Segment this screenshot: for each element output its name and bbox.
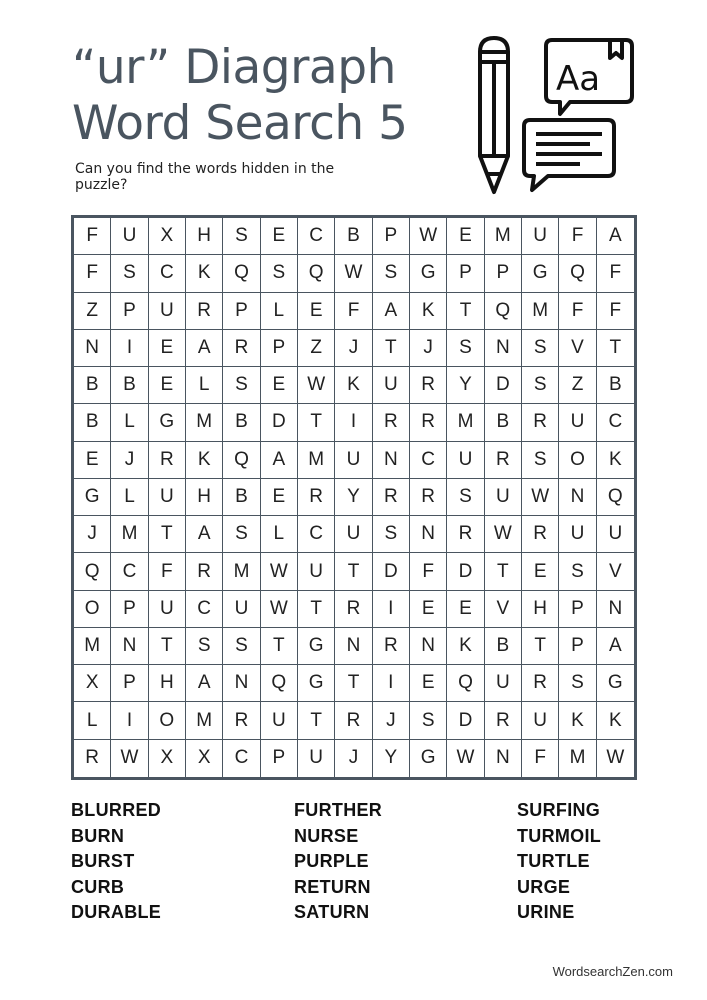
grid-cell[interactable]: G <box>410 740 447 777</box>
grid-cell[interactable]: M <box>186 702 223 739</box>
grid-cell[interactable]: J <box>335 740 372 777</box>
grid-cell[interactable]: R <box>149 442 186 479</box>
grid-cell[interactable]: L <box>186 367 223 404</box>
grid-cell[interactable]: T <box>373 330 410 367</box>
page-title <box>72 40 408 152</box>
grid-cell[interactable]: A <box>373 293 410 330</box>
grid-cell[interactable]: M <box>559 740 596 777</box>
grid-cell[interactable]: U <box>447 442 484 479</box>
grid-cell[interactable]: P <box>559 628 596 665</box>
word-list-item: DURABLE <box>71 902 162 923</box>
grid-cell[interactable]: Y <box>447 367 484 404</box>
grid-cell[interactable]: R <box>447 516 484 553</box>
grid-cell[interactable]: M <box>522 293 559 330</box>
grid-cell[interactable]: T <box>298 591 335 628</box>
grid-cell[interactable]: M <box>485 218 522 255</box>
grid-cell[interactable]: Z <box>298 330 335 367</box>
grid-cell[interactable]: G <box>149 404 186 441</box>
grid-cell[interactable]: S <box>447 479 484 516</box>
grid-cell[interactable]: Q <box>485 293 522 330</box>
grid-cell[interactable]: Q <box>74 553 111 590</box>
grid-cell[interactable]: E <box>261 218 298 255</box>
grid-cell[interactable]: L <box>111 479 148 516</box>
grid-cell[interactable]: N <box>597 591 634 628</box>
grid-cell[interactable]: F <box>522 740 559 777</box>
grid-cell[interactable]: X <box>74 665 111 702</box>
pencil-icon <box>480 38 508 192</box>
grid-cell[interactable]: R <box>522 665 559 702</box>
grid-cell[interactable]: B <box>74 367 111 404</box>
grid-cell[interactable]: E <box>74 442 111 479</box>
grid-cell[interactable]: R <box>298 479 335 516</box>
grid-cell[interactable]: T <box>447 293 484 330</box>
grid-cell[interactable]: L <box>111 404 148 441</box>
grid-cell[interactable]: U <box>559 404 596 441</box>
grid-cell[interactable]: O <box>559 442 596 479</box>
grid-cell[interactable]: M <box>74 628 111 665</box>
grid-cell[interactable]: C <box>410 442 447 479</box>
grid-cell[interactable]: C <box>223 740 260 777</box>
grid-cell[interactable]: S <box>522 442 559 479</box>
grid-cell[interactable]: S <box>447 330 484 367</box>
grid-cell[interactable]: D <box>447 702 484 739</box>
grid-cell[interactable]: Y <box>373 740 410 777</box>
grid-cell[interactable]: T <box>522 628 559 665</box>
grid-cell[interactable]: W <box>111 740 148 777</box>
word-list-item: RETURN <box>294 876 371 897</box>
grid-cell[interactable]: R <box>223 702 260 739</box>
grid-cell[interactable]: L <box>261 516 298 553</box>
grid-cell[interactable]: W <box>522 479 559 516</box>
grid-cell[interactable]: S <box>223 516 260 553</box>
grid-cell[interactable]: X <box>149 740 186 777</box>
grid-cell[interactable]: J <box>74 516 111 553</box>
grid-cell[interactable]: J <box>111 442 148 479</box>
grid-cell[interactable]: H <box>186 479 223 516</box>
grid-cell[interactable]: B <box>485 404 522 441</box>
grid-cell[interactable]: G <box>522 255 559 292</box>
grid-cell[interactable]: A <box>186 665 223 702</box>
grid-cell[interactable]: I <box>111 702 148 739</box>
grid-cell[interactable]: P <box>485 255 522 292</box>
grid-cell[interactable]: N <box>373 442 410 479</box>
grid-cell[interactable]: E <box>447 218 484 255</box>
grid-cell[interactable]: B <box>223 404 260 441</box>
grid-cell[interactable]: R <box>335 702 372 739</box>
grid-cell[interactable]: Q <box>298 255 335 292</box>
grid-cell[interactable]: W <box>298 367 335 404</box>
grid-cell[interactable]: I <box>111 330 148 367</box>
grid-cell[interactable]: T <box>261 628 298 665</box>
grid-cell[interactable]: A <box>186 330 223 367</box>
grid-cell[interactable]: S <box>522 330 559 367</box>
grid-cell[interactable]: K <box>186 442 223 479</box>
grid-cell[interactable]: U <box>111 218 148 255</box>
grid-cell[interactable]: N <box>335 628 372 665</box>
grid-cell[interactable]: P <box>111 293 148 330</box>
grid-cell[interactable]: R <box>485 442 522 479</box>
grid-cell[interactable]: Z <box>559 367 596 404</box>
grid-cell[interactable]: S <box>410 702 447 739</box>
grid-cell[interactable]: R <box>373 628 410 665</box>
grid-cell[interactable]: T <box>597 330 634 367</box>
grid-cell[interactable]: U <box>298 553 335 590</box>
grid-cell[interactable]: G <box>298 628 335 665</box>
grid-cell[interactable]: R <box>410 479 447 516</box>
word-list-item: FURTHER <box>294 800 383 820</box>
grid-cell[interactable]: R <box>223 330 260 367</box>
grid-cell[interactable]: D <box>485 367 522 404</box>
grid-cell[interactable]: E <box>261 479 298 516</box>
grid-cell[interactable]: T <box>485 553 522 590</box>
grid-cell[interactable]: V <box>559 330 596 367</box>
grid-cell[interactable]: U <box>373 367 410 404</box>
grid-cell[interactable]: B <box>335 218 372 255</box>
svg-text:Aa: Aa <box>556 59 601 99</box>
grid-cell[interactable]: G <box>298 665 335 702</box>
grid-cell[interactable]: P <box>261 330 298 367</box>
grid-cell[interactable]: T <box>335 553 372 590</box>
word-list-item: NURSE <box>294 825 359 846</box>
grid-cell[interactable]: V <box>485 591 522 628</box>
grid-cell[interactable]: B <box>74 404 111 441</box>
grid-cell[interactable]: R <box>522 516 559 553</box>
grid-cell[interactable]: M <box>298 442 335 479</box>
grid-cell[interactable]: A <box>186 516 223 553</box>
word-list-item: BURST <box>71 851 135 872</box>
grid-cell[interactable]: S <box>223 367 260 404</box>
grid-cell[interactable]: R <box>373 479 410 516</box>
word-list-item: SURFING <box>517 800 601 820</box>
grid-cell[interactable]: M <box>447 404 484 441</box>
grid-cell[interactable]: L <box>261 293 298 330</box>
grid-cell[interactable]: W <box>410 218 447 255</box>
grid-cell[interactable]: U <box>559 516 596 553</box>
grid-cell[interactable]: I <box>335 404 372 441</box>
grid-cell[interactable]: W <box>485 516 522 553</box>
title-line-2: Word Search 5 <box>72 96 408 151</box>
grid-cell[interactable]: N <box>74 330 111 367</box>
grid-cell[interactable]: S <box>522 367 559 404</box>
word-list-item: SATURN <box>294 902 370 923</box>
grid-cell[interactable]: M <box>186 404 223 441</box>
grid-cell[interactable]: N <box>485 330 522 367</box>
grid-cell[interactable]: G <box>597 665 634 702</box>
grid-cell[interactable]: I <box>373 591 410 628</box>
grid-cell[interactable]: E <box>447 591 484 628</box>
grid-cell[interactable]: U <box>261 702 298 739</box>
grid-cell[interactable]: M <box>223 553 260 590</box>
grid-cell[interactable]: K <box>335 367 372 404</box>
header-icons <box>470 34 640 199</box>
grid-cell[interactable]: V <box>597 553 634 590</box>
grid-cell[interactable]: W <box>261 591 298 628</box>
grid-cell[interactable]: T <box>149 628 186 665</box>
grid-cell[interactable]: P <box>111 665 148 702</box>
grid-cell[interactable]: F <box>559 218 596 255</box>
grid-cell[interactable]: S <box>261 255 298 292</box>
grid-cell[interactable]: D <box>261 404 298 441</box>
dictionary-book-icon <box>546 40 632 114</box>
grid-cell[interactable]: X <box>149 218 186 255</box>
grid-cell[interactable]: E <box>410 591 447 628</box>
grid-cell[interactable]: F <box>597 293 634 330</box>
grid-cell[interactable]: E <box>149 367 186 404</box>
grid-cell[interactable]: U <box>522 218 559 255</box>
grid-cell[interactable]: S <box>111 255 148 292</box>
grid-cell[interactable]: S <box>559 665 596 702</box>
grid-cell[interactable]: P <box>111 591 148 628</box>
grid-cell[interactable]: U <box>149 479 186 516</box>
grid-cell[interactable]: Q <box>223 255 260 292</box>
grid-cell[interactable]: E <box>410 665 447 702</box>
grid-cell[interactable]: K <box>186 255 223 292</box>
grid-cell[interactable]: O <box>149 702 186 739</box>
grid-cell[interactable]: U <box>335 442 372 479</box>
grid-cell[interactable]: Y <box>335 479 372 516</box>
grid-cell[interactable]: U <box>335 516 372 553</box>
grid-cell[interactable]: U <box>149 591 186 628</box>
grid-cell[interactable]: S <box>186 628 223 665</box>
grid-cell[interactable]: G <box>410 255 447 292</box>
grid-cell[interactable]: O <box>74 591 111 628</box>
grid-cell[interactable]: T <box>149 516 186 553</box>
grid-cell[interactable]: S <box>559 553 596 590</box>
grid-cell[interactable]: A <box>261 442 298 479</box>
title-line-1: “ur” Diagraph <box>72 40 396 95</box>
grid-cell[interactable]: R <box>186 293 223 330</box>
chat-message-icon <box>524 120 614 190</box>
grid-cell[interactable]: E <box>298 293 335 330</box>
grid-cell[interactable]: U <box>223 591 260 628</box>
grid-cell[interactable]: W <box>447 740 484 777</box>
footer-credit: WordsearchZen.com <box>552 964 673 979</box>
grid-cell[interactable]: P <box>261 740 298 777</box>
grid-cell[interactable]: U <box>485 479 522 516</box>
grid-cell[interactable]: H <box>149 665 186 702</box>
grid-cell[interactable]: M <box>111 516 148 553</box>
grid-cell[interactable]: Q <box>447 665 484 702</box>
grid-cell[interactable]: H <box>522 591 559 628</box>
grid-cell[interactable]: X <box>186 740 223 777</box>
grid-cell[interactable]: I <box>373 665 410 702</box>
grid-cell[interactable]: K <box>559 702 596 739</box>
grid-cell[interactable]: J <box>373 702 410 739</box>
grid-cell[interactable]: N <box>559 479 596 516</box>
grid-cell[interactable]: R <box>485 702 522 739</box>
letter-grid <box>71 215 637 780</box>
grid-cell[interactable]: J <box>335 330 372 367</box>
grid-cell[interactable]: C <box>298 516 335 553</box>
grid-cell[interactable]: F <box>559 293 596 330</box>
grid-cell[interactable]: W <box>606 747 625 769</box>
grid-cell[interactable]: S <box>223 628 260 665</box>
grid-cell[interactable]: W <box>335 255 372 292</box>
grid-cell[interactable]: R <box>410 367 447 404</box>
grid-cell[interactable]: R <box>522 404 559 441</box>
subtitle: Can you find the words hidden in the puzzle? <box>75 161 335 193</box>
grid-cell[interactable]: H <box>186 218 223 255</box>
word-list-item: BLURRED <box>71 800 162 820</box>
grid-cell[interactable]: K <box>597 442 634 479</box>
grid-cell[interactable]: C <box>298 218 335 255</box>
grid-cell[interactable]: C <box>149 255 186 292</box>
grid-cell[interactable]: A <box>597 218 634 255</box>
grid-cell[interactable]: E <box>149 330 186 367</box>
grid-cell[interactable]: R <box>373 404 410 441</box>
grid-cell[interactable]: F <box>74 255 111 292</box>
grid-cell[interactable]: C <box>111 553 148 590</box>
grid-cell[interactable]: P <box>559 591 596 628</box>
grid-cell[interactable]: F <box>597 255 634 292</box>
grid-cell[interactable]: S <box>373 516 410 553</box>
grid-cell[interactable]: T <box>298 702 335 739</box>
grid-cell[interactable]: N <box>111 628 148 665</box>
word-list-item: TURMOIL <box>517 825 602 846</box>
grid-cell[interactable]: W <box>261 553 298 590</box>
word-list-item: URGE <box>517 876 571 897</box>
grid-cell[interactable]: N <box>485 740 522 777</box>
grid-cell[interactable]: B <box>597 367 634 404</box>
grid-cell[interactable]: K <box>447 628 484 665</box>
grid-cell[interactable]: T <box>298 404 335 441</box>
grid-cell[interactable]: B <box>111 367 148 404</box>
grid-cell[interactable]: A <box>597 628 634 665</box>
grid-cell[interactable]: E <box>522 553 559 590</box>
grid-cell[interactable]: Q <box>559 255 596 292</box>
word-list-item: URINE <box>517 902 575 923</box>
grid-cell[interactable]: G <box>74 479 111 516</box>
grid-cell[interactable]: F <box>74 218 111 255</box>
word-list <box>71 798 631 926</box>
grid-cell[interactable]: D <box>373 553 410 590</box>
grid-cell[interactable]: U <box>485 665 522 702</box>
grid-cell[interactable]: J <box>410 330 447 367</box>
grid-cell[interactable]: R <box>74 740 111 777</box>
grid-cell[interactable]: S <box>373 255 410 292</box>
grid-cell[interactable]: F <box>335 293 372 330</box>
grid-cell[interactable]: C <box>597 404 634 441</box>
grid-cell[interactable]: P <box>223 293 260 330</box>
grid-cell[interactable]: R <box>335 591 372 628</box>
grid-cell[interactable]: Z <box>74 293 111 330</box>
word-list-item: TURTLE <box>517 851 590 872</box>
grid-cell[interactable]: L <box>74 702 111 739</box>
grid-cell[interactable]: Q <box>597 479 634 516</box>
word-list-item: CURB <box>71 876 125 897</box>
grid-cell[interactable]: U <box>298 740 335 777</box>
grid-cell[interactable]: P <box>447 255 484 292</box>
grid-cell[interactable]: P <box>373 218 410 255</box>
grid-cell[interactable]: U <box>522 702 559 739</box>
grid-cell[interactable]: F <box>149 553 186 590</box>
grid-cell[interactable]: R <box>410 404 447 441</box>
grid-cell[interactable]: T <box>335 665 372 702</box>
grid-cell[interactable]: R <box>186 553 223 590</box>
grid-cell[interactable]: U <box>597 516 634 553</box>
grid-cell[interactable]: N <box>223 665 260 702</box>
grid-cell[interactable]: C <box>186 591 223 628</box>
grid-cell[interactable]: B <box>223 479 260 516</box>
grid-cell[interactable]: B <box>485 628 522 665</box>
word-list-item: PURPLE <box>294 851 369 872</box>
grid-cell[interactable]: D <box>447 553 484 590</box>
grid-cell[interactable]: Q <box>223 442 260 479</box>
word-list-item: BURN <box>71 825 125 846</box>
grid-cell[interactable]: N <box>410 516 447 553</box>
grid-cell[interactable]: F <box>410 553 447 590</box>
grid-cell[interactable]: E <box>261 367 298 404</box>
grid-cell[interactable]: Q <box>261 665 298 702</box>
grid-cell[interactable]: S <box>223 218 260 255</box>
grid-cell[interactable]: N <box>410 628 447 665</box>
grid-cell[interactable]: U <box>149 293 186 330</box>
grid-cell[interactable]: K <box>597 702 634 739</box>
grid-cell[interactable]: K <box>410 293 447 330</box>
